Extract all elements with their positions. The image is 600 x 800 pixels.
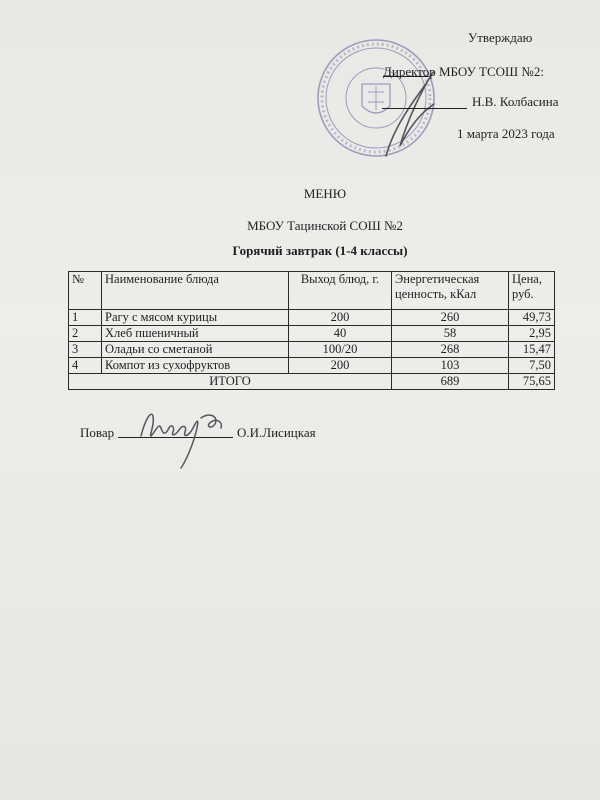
total-price: 75,65 xyxy=(509,374,555,390)
row-price: 15,47 xyxy=(509,342,555,358)
table-row xyxy=(69,358,555,374)
row-energy: 268 xyxy=(392,342,509,358)
row-energy: 260 xyxy=(392,310,509,326)
row-name: Рагу с мясом курицы xyxy=(102,310,289,326)
row-num: 3 xyxy=(69,342,102,358)
school-title: МБОУ Тацинской СОШ №2 xyxy=(247,218,403,233)
row-output: 200 xyxy=(289,310,392,326)
approval-date: 1 марта 2023 года xyxy=(457,126,555,141)
table-row xyxy=(69,310,555,326)
principal-name: Н.В. Колбасина xyxy=(472,94,559,109)
header-num: № xyxy=(69,272,102,310)
row-name: Оладьи со сметаной xyxy=(102,342,289,358)
table-header-row xyxy=(69,272,555,310)
table-total-row xyxy=(69,374,555,390)
menu-title: МЕНЮ xyxy=(303,186,347,201)
header-output: Выход блюд, г. xyxy=(289,272,392,310)
cook-label: Повар xyxy=(80,425,115,440)
row-energy: 103 xyxy=(392,358,509,374)
approval-heading: Утверждаю xyxy=(468,30,533,45)
row-price: 49,73 xyxy=(509,310,555,326)
row-output: 100/20 xyxy=(289,342,392,358)
row-name: Компот из сухофруктов xyxy=(102,358,289,374)
director-title: Директор МБОУ ТСОШ №2: xyxy=(383,64,544,79)
cook-name: О.И.Лисицкая xyxy=(237,425,316,440)
meal-title: Горячий завтрак (1-4 классы) xyxy=(232,243,408,258)
cook-signature-icon xyxy=(135,402,235,472)
row-num: 4 xyxy=(69,358,102,374)
header-energy: Энергетическая ценность, кКал xyxy=(392,272,509,310)
table-row xyxy=(69,326,555,342)
total-label: ИТОГО xyxy=(69,374,392,390)
menu-table xyxy=(68,271,555,390)
row-name: Хлеб пшеничный xyxy=(102,326,289,342)
row-output: 40 xyxy=(289,326,392,342)
row-energy: 58 xyxy=(392,326,509,342)
header-price: Цена, руб. xyxy=(509,272,555,310)
row-num: 2 xyxy=(69,326,102,342)
director-underline xyxy=(383,76,429,77)
row-num: 1 xyxy=(69,310,102,326)
total-energy: 689 xyxy=(392,374,509,390)
school-stamp-icon xyxy=(308,34,458,166)
row-price: 2,95 xyxy=(509,326,555,342)
signature-line xyxy=(382,108,467,109)
row-output: 200 xyxy=(289,358,392,374)
header-name: Наименование блюда xyxy=(102,272,289,310)
row-price: 7,50 xyxy=(509,358,555,374)
table-row xyxy=(69,342,555,358)
